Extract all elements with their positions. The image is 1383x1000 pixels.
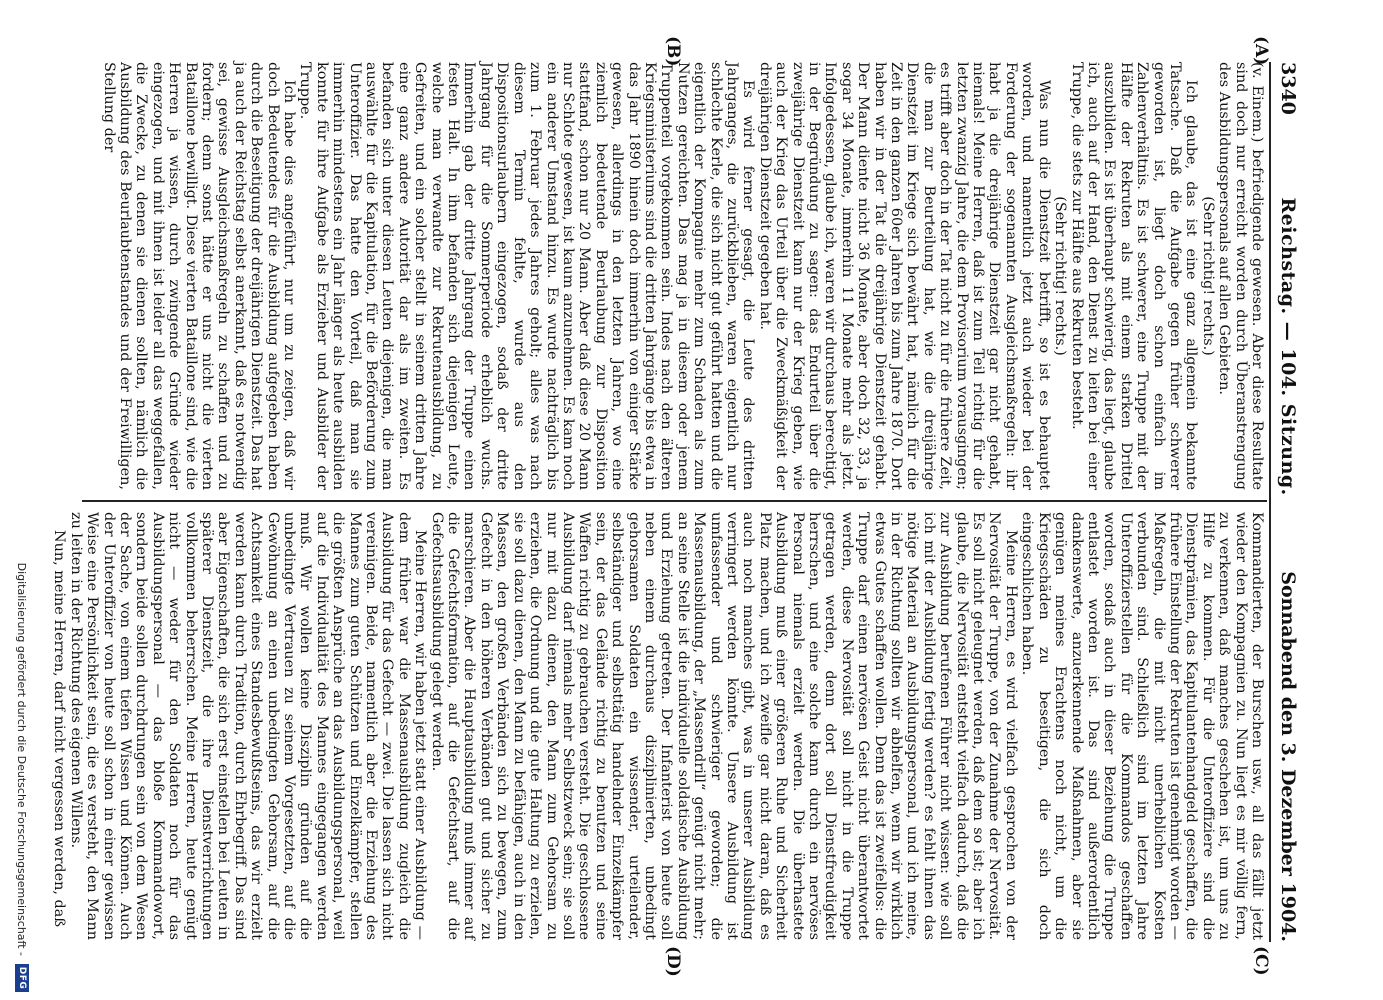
paragraph: Nun, meine Herren, darf nicht vergessen werden, daß <box>51 530 68 927</box>
dfg-logo: DFG <box>15 964 29 992</box>
interjection: (Sehr richtig! rechts.) <box>1199 196 1216 356</box>
column-divider <box>82 500 1267 502</box>
paragraph: Ich glaube, das ist eine ganz allgemein bekannte Tatsache. Daß die Aufgabe gegen früher schwerer geworden ist, liegt doch schon einfach im Zahlenverhältnis. Es ist schwerer, eine Truppe mit der Hälfte der Rekruten als mit einem starken Drittel auszubilden. Es ist überhaupt schwierig, das liegt, glaube ich, auch auf der Hand, den Dienst zu leiten bei einer Truppe, die stets zur Hälfte aus Rekruten besteht. <box>1068 62 1200 490</box>
paragraph: Es wird ferner gesagt, die Leute des dritten Jahrganges, die zurückblieben, waren eigentlich nur schlechte Kerle, die sich nicht gut geführt hatten und die eigentlich der Kompagnie mehr zum Schaden als zum Nutzen gereichten. Das mag ja in diesem oder jenem Truppenteil vorgekommen sein. Indes nach den älteren Kriegsministeriums sind die dritten Jahrgänge bis etwa in das Jahr 1890 hinein doch immerhin von einiger Stärke gewesen, allerdings in den letzten Jahren, wo eine ziemlich bedeutende Beurlaubung zur Disposition stattfand, schon nur 20 Mann. Aber daß diese 20 Mann nur Schlote gewesen, ist kaum anzunehmen. Es kam noch ein anderer Umstand hinzu. Es wurde nachträglich bis zum 1. Februar jedes Jahres geholt; alles was nach diesem Termin fehlte, wurde aus den Dispositionsurlaubern eingezogen, sodaß der dritte Jahrgang für die Sommerperiode erheblich wuchs. Immerhin gab der dritte Jahrgang der Truppe einen festen Halt. In ihm befanden sich diejenigen Leute, welche man verwandte zur Rekrutenausbildung, zu Gefreiten, und ein solcher stellt in seinem dritten Jahre eine ganz andere Autorität dar als im zweiten. Es befanden sich unter diesen Leuten diejenigen, die man auswählte für die Kapitulation, für die Beförderung zum Unteroffizier. Das hatte den Vorteil, daß man sie immerhin mindestens ein Jahr länger als heute ausbilden konnte für ihre Aufgabe als Erzieher und Ausbilder der Truppe. <box>297 62 757 490</box>
paragraph: Kommandierten, der Burschen usw., all das fällt jetzt wieder den Kompagnien zu. Nun liegt es mir völlig fern, zu verkennen, daß manches geschehen ist, um uns zu Hilfe zu kommen. Für die Unteroffiziere sind die Dienstprämien, das Kapitulantenhandgeld geschaffen, die frühere Einstellung der Rekruten ist genehmigt worden — Maßregeln, die mit nicht unerheblichen Kosten verbunden sind. Schließlich sind im letzten Jahre Unteroffizierstellen für die Kommandos geschaffen worden, sodaß auch in dieser Beziehung die Truppe entlastet worden ist. Das sind außerordentlich dankenswerte, anzuerkennende Maßnahmen, aber sie genügen meines Erachtens noch nicht, um die Kriegsschäden zu beseitigen, die sich doch eingeschlichen haben. <box>1019 512 1265 940</box>
interjection: (Sehr richtig! rechts.) <box>1052 196 1069 356</box>
margin-marker-a: (A) <box>1251 36 1271 66</box>
header-rule <box>1269 62 1271 942</box>
margin-marker-d: (D) <box>663 946 683 977</box>
credit-text: Digitalisierung gefördert durch die Deutsche Forschungsgemeinschaft - <box>15 562 29 956</box>
paragraph: Was nun die Dienstzeit betrifft, so ist es behauptet worden, und namentlich jetzt auch wieder bei der Forderung der sogenannten Ausgleichsmaßregeln: ihr habt ja die dreijährige Dienstzeit gar nicht gehabt, niemals! Meine Herren, daß ist zum Teil richtig für die letzten zwanzig Jahre, die dem Provisorium vorausgingen; es trifft aber doch in der Tat nicht zu für die frühere Zeit, die man zur Beurteilung hat, wie die dreijährige Dienstzeit im Kriege sich bewährt hat, nämlich für die Zeit in den ganzen 60er Jahren bis zum Jahre 1870. Dort haben wir in der Tat die dreijährige Dienstzeit gehabt. Der Mann diente nicht 36 Monate, aber doch 32, 33, ja sogar 34 Monate, immerhin 11 Monate mehr als jetzt. Infolgedessen, glaube ich, waren wir durchaus berechtigt, in der Begründung zu sagen: das Endurteil über die zweijährige Dienstzeit kann nur der Krieg geben, wie auch der Krieg das Urteil über die Zweckmäßigkeit der dreijährigen Dienstzeit gegeben hat. <box>756 62 1052 490</box>
session-date: Sonnabend den 3. Dezember 1904. <box>1277 571 1299 942</box>
paragraph: Meine Herren, es wird vielfach gesprochen von der Nervosität der Truppe, von der Zunahme der Nervosität. Es soll nicht geleugnet werden, daß dem so ist; aber ich glaube, die Nervosität entsteht vielfach dadurch, daß die zur Ausbildung berufenen Führer nicht wissen: wie soll ich mit der Ausbildung fertig werden? es fehlt ihnen das nötige Material an Ausbildungspersonal, und ich meine, in der Richtung sollten wir abhelfen, wenn wir wirklich etwas Gutes schaffen wollen. Denn das ist zweifellos: die Truppe darf einen nervösen Geist nicht überantwortet werden, diese Nervosität soll nicht in die Truppe getragen werden, denn dort soll Dienstfreudigkeit herrschen, und eine solche kann durch ein nervöses Personal niemals erzielt werden. Die überhastete Ausbildung muß einer größeren Ruhe und Sicherheit Platz machen, und ich zweifle gar nicht daran, daß es auch noch manches gibt, was in unserer Ausbildung verringert werden könnte. Unsere Ausbildung ist umfassender und schwieriger geworden; die Massenausbildung, der „Massendrill“ genügt nicht mehr; an seine Stelle ist die individuelle soldatische Ausbildung und Erziehung getreten. Der Infanterist von heute soll neben einem durchaus disziplinierten, unbedingt gehorsamen Soldaten ein wissender, urteilender, selbständiger und selbsttätig handelnder Einzelkämpfer sein, der das Gelände richtig zu benutzen und seine Waffen richtig zu gebrauchen versteht. Die geschlossene Ausbildung darf niemals mehr Selbstzweck sein; sie soll nur mit dazu dienen, den Mann zum Gehorsam zu erziehen, die Ordnung und die gute Haltung zu erzielen, sie soll dazu dienen, den Mann zu befähigen, auch in den Massen, den großen Verbänden sich zu bewegen, zum Gefecht in den höheren Verbänden gut und sicher zu marschieren. Aber die Hauptausbildung muß immer auf die Gefechtsformation, auf die Gefechtsart, auf die Gefechtsausbildung gelegt werden. <box>428 512 1019 940</box>
paragraph: Ich habe dies angeführt, nur um zu zeigen, daß wir doch Bedeutendes für die Ausbildung aufgegeben haben durch die Beseitigung der dreijährigen Dienstzeit. Das hat ja auch der Reichstag selbst anerkannt, daß es notwendig sei, gewisse Ausgleichsmaßregeln zu schaffen und zu fordern; denn sonst hätte er uns nicht die vierten Bataillone bewilligt. Diese vierten Bataillone sind, wie die Herren ja wissen, durch zwingende Gründe wieder eingezogen, und mit ihnen ist leider all das weggefallen, die Zwecke, zu denen sie dienen sollten, nämlich die Ausbildung des Beurlaubtenstandes und der Freiwilligen, Stellung der <box>100 62 298 490</box>
margin-marker-c: (C) <box>1251 946 1271 976</box>
paragraph: Meine Herren, wir haben jetzt statt einer Ausbildung — dem früher war die Massenausbildung zugleich die Ausbildung für das Gefecht — zwei. Die lassen sich nicht vereinigen. Beide, namentlich aber die Erziehung des Mannes zum guten Schützen und Einzelkämpfer, stellen die größten Ansprüche an das Ausbildungspersonal, weil auf die Individualität des Mannes eingegangen werden muß. Wir wollen keine Disziplin gründen auf die unbedingte Vertrauen zu seinem Vorgesetzten, auf die Gewöhnung an einen unbedingten Gehorsam, auf die Achtsamkeit eines Standesbewußtseins, das wir erzielt werden kann durch Tradition, durch Ehrbegriff. Das sind aber Eigenschaften, die sich erst einstellen bei Leuten in späterer Dienstzeit, die ihre Dienstverrichtungen vollkommen beherrschen. Meine Herren, heute genügt nicht — weder für den Soldaten noch für das Ausbildungspersonal — das bloße Kommandowort, sondern beide sollen durchdrungen sein von dem Wesen der Sache, von einem tiefen Wissen und Können. Auch der Unteroffizier von heute soll schon in einer gewissen Weise eine Persönlichkeit sein, die es versteht, den Mann zu leiten in der Richtung des eigenen Willens. <box>67 512 429 940</box>
right-column <box>51 512 1265 940</box>
margin-marker-b: (B) <box>663 36 683 67</box>
page-number: 3340 <box>1277 62 1299 115</box>
left-column <box>85 62 1265 490</box>
session-title: Reichstag. — 104. Sitzung. <box>1277 197 1299 496</box>
digitization-credit <box>11 52 33 992</box>
page-header <box>1273 62 1303 942</box>
paragraph: (v. Einem.) befriedigende gewesen. Aber diese Resultate sind doch nur erreicht worden durch Überanstrengung des Ausbildungspersonals auf allen Gebieten. <box>1216 62 1265 490</box>
